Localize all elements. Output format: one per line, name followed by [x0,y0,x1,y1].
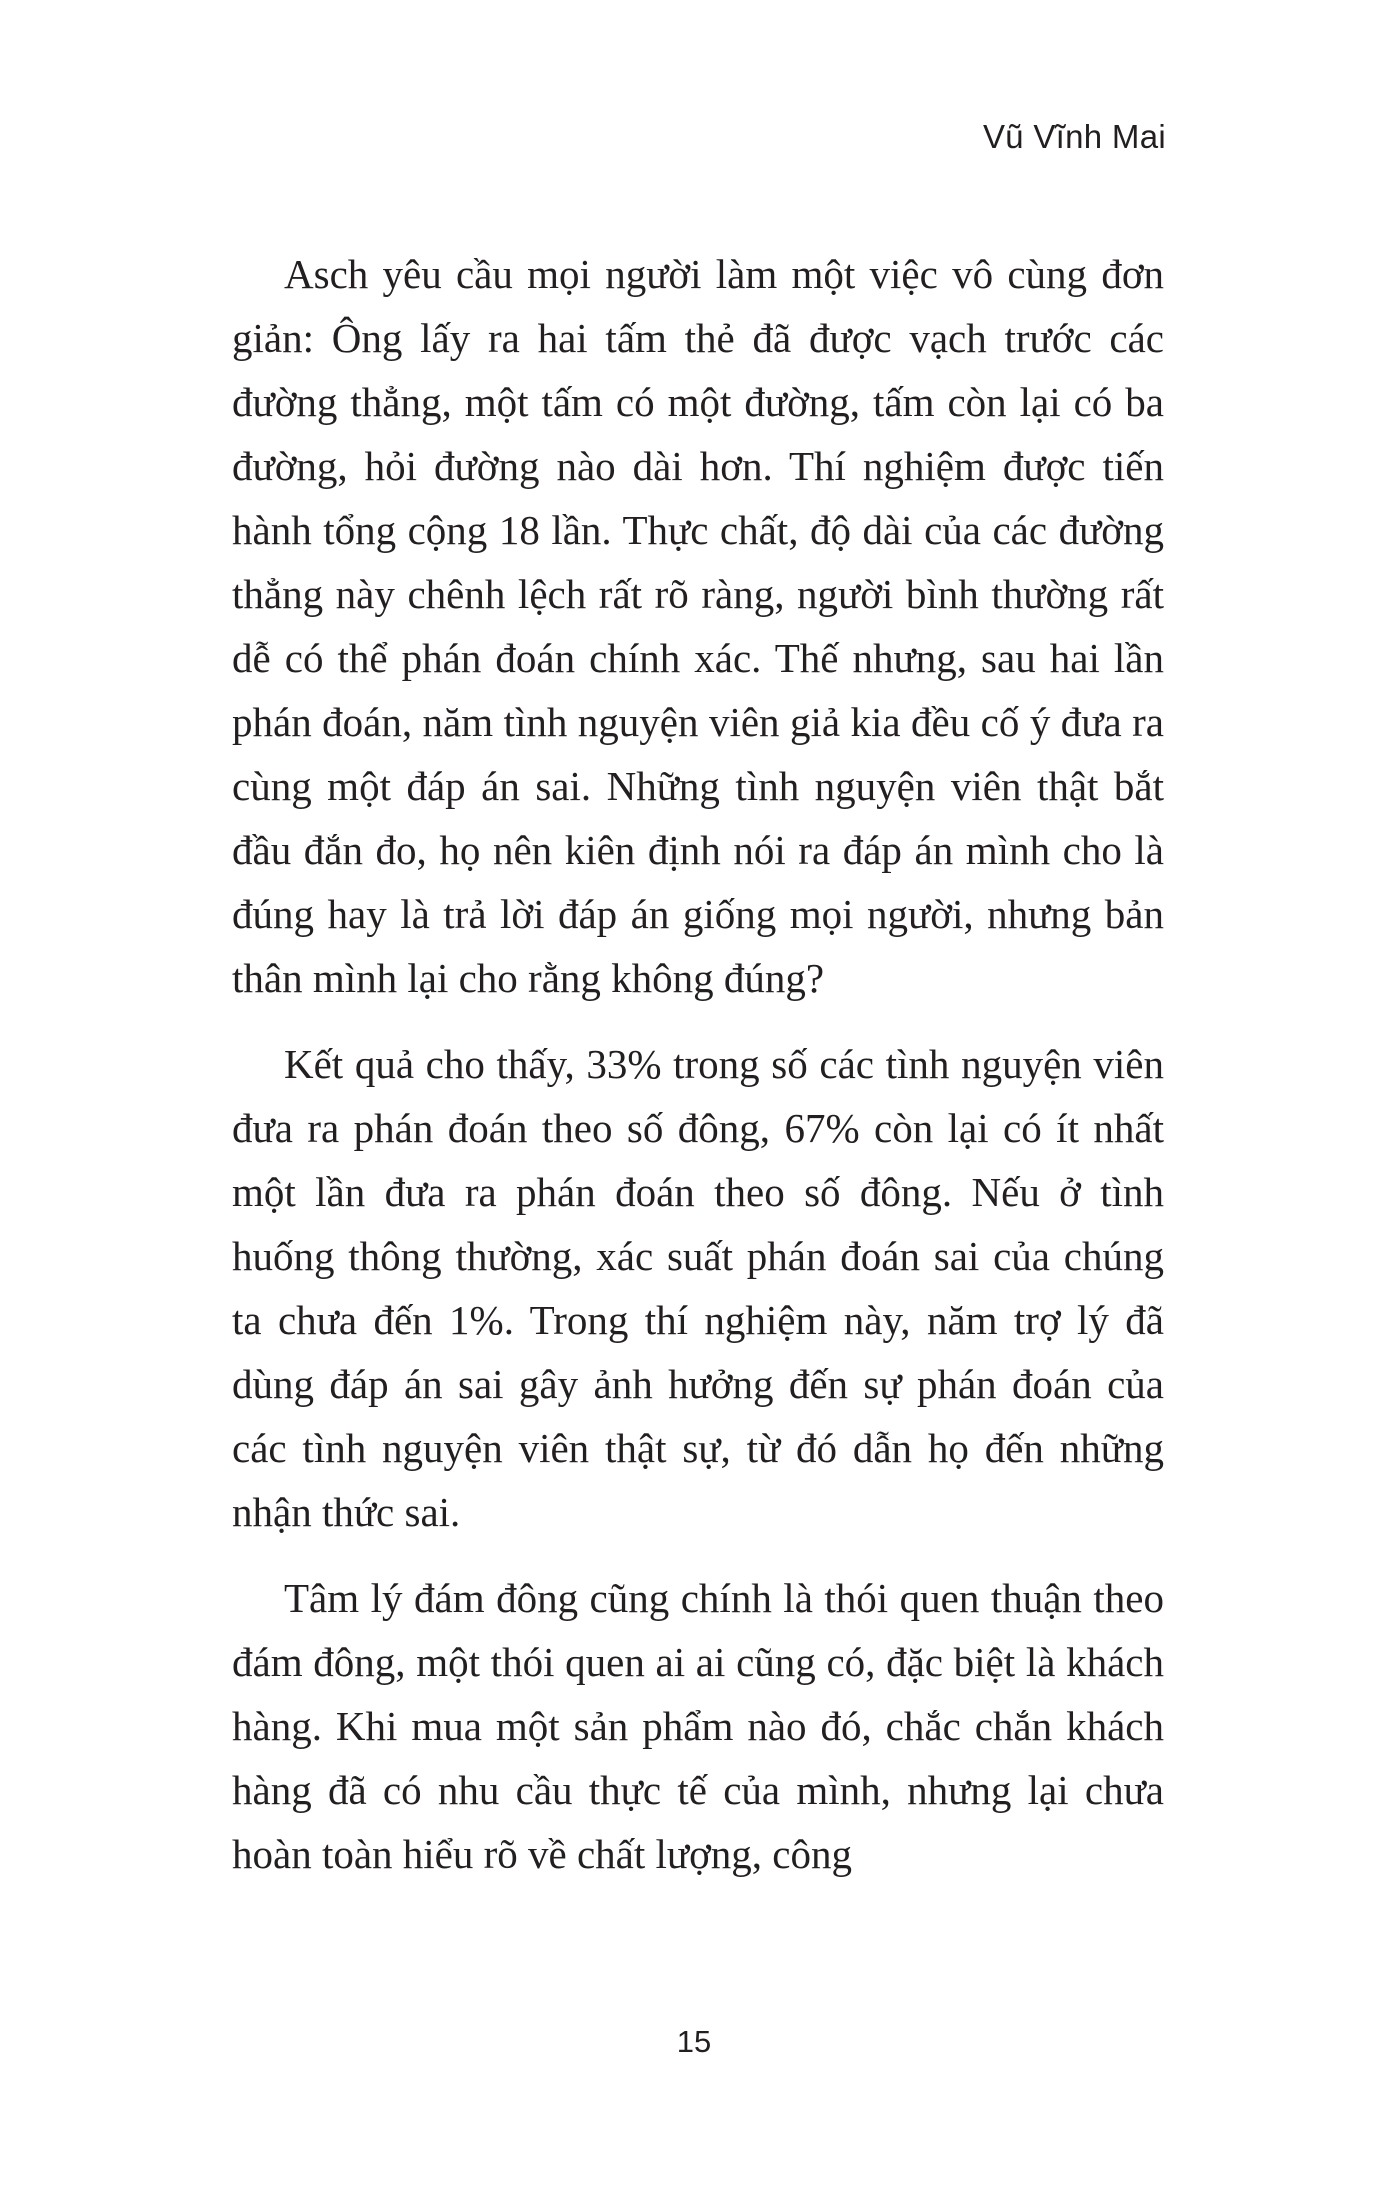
page-number: 15 [676,2024,712,2059]
paragraph-1: Asch yêu cầu mọi người làm một việc vô cùng đơn giản: Ông lấy ra hai tấm thẻ đã được vạch trước các đường thẳng, một tấm có một đường, tấm còn lại có ba đường, hỏi đường nào dài hơn. Thí nghiệm được tiến hành tổng cộng 18 lần. Thực chất, độ dài của các đường thẳng này chênh lệch rất rõ ràng, người bình thường rất dễ có thể phán đoán chính xác. Thế nhưng, sau hai lần phán đoán, năm tình nguyện viên giả kia đều cố ý đưa ra cùng một đáp án sai. Những tình nguyện viên thật bắt đầu đắn đo, họ nên kiên định nói ra đáp án mình cho là đúng hay là trả lời đáp án giống mọi người, nhưng bản thân mình lại cho rằng không đúng? [232,251,1164,1001]
body-text [232,242,1164,1908]
paragraph-2: Kết quả cho thấy, 33% trong số các tình nguyện viên đưa ra phán đoán theo số đông, 67% còn lại có ít nhất một lần đưa ra phán đoán theo số đông. Nếu ở tình huống thông thường, xác suất phán đoán sai của chúng ta chưa đến 1%. Trong thí nghiệm này, năm trợ lý đã dùng đáp án sai gây ảnh hưởng đến sự phán đoán của các tình nguyện viên thật sự, từ đó dẫn họ đến những nhận thức sai. [232,1041,1164,1535]
paragraph-3: Tâm lý đám đông cũng chính là thói quen thuận theo đám đông, một thói quen ai ai cũng có, đặc biệt là khách hàng. Khi mua một sản phẩm nào đó, chắc chắn khách hàng đã có nhu cầu thực tế của mình, nhưng lại chưa hoàn toàn hiểu rõ về chất lượng, công [232,1575,1164,1877]
running-header-author: Vũ Vĩnh Mai [982,118,1166,155]
